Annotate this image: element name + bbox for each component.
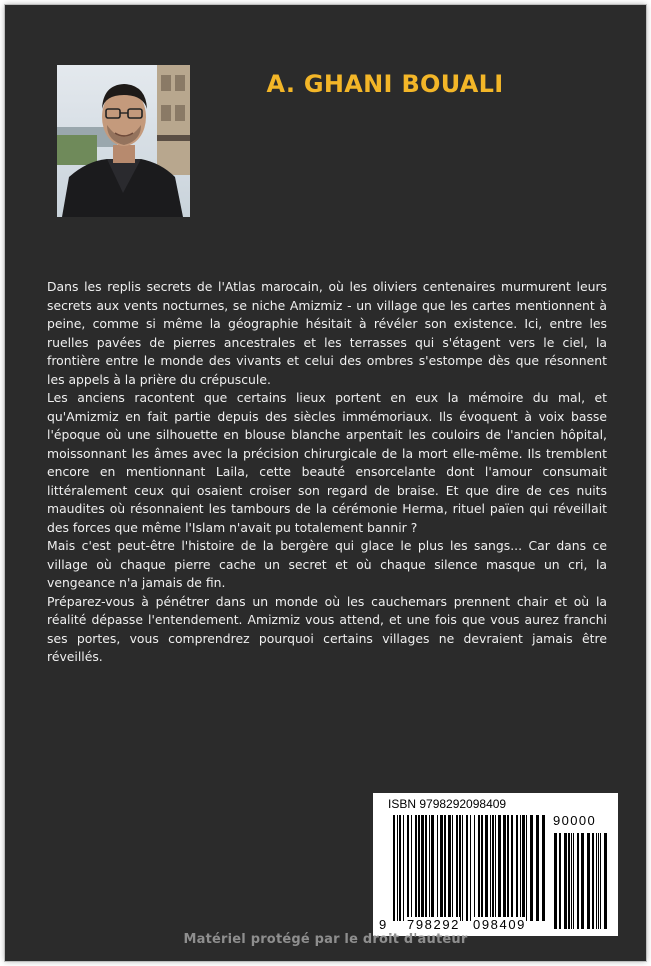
isbn-barcode-box <box>373 793 618 936</box>
barcode-right-digits: 098409 <box>473 917 526 932</box>
barcode-first-digit: 9 <box>379 917 388 932</box>
copyright-watermark-bottom: Matériel protégé par le droit d'auteur <box>183 932 468 947</box>
blurb-paragraph: Préparez-vous à pénétrer dans un monde où les cauchemars prennent chair et où la réalité dépasse l'entendement. Amizmiz vous attend, et une fois que vous aurez franchi ses portes, vous comprendrez pourquoi certains villages ne devraient jamais être réveillés. <box>47 593 607 664</box>
back-cover-blurb <box>47 278 607 667</box>
blurb-paragraph: Les anciens racontent que certains lieux portent en eux la mémoire du mal, et qu'Amizmiz en fait partie depuis des siècles immémoriaux. Ils évoquent à voix basse l'époque où une silhouette en blouse blanche arpentait les couloirs de l'ancien hôpital, moissonnant les âmes avec la précision chirurgicale de la mort elle-même. Ils tremblent encore en mentionnant Laila, cette beauté ensorcelante dont l'amour consumait littéralement ceux qui osaient croiser son regard de braise. Et que dire de ces nuits maudites où résonnaient les tambours de la cérémonie Herma, rituel païen qui réveillait des forces que même l'Islam n'avait pu totalement bannir ? <box>47 390 607 535</box>
barcode-addon-digits: 90000 <box>553 813 597 828</box>
blurb-paragraph: Dans les replis secrets de l'Atlas marocain, où les oliviers centenaires murmurent leurs secrets aux vents nocturnes, se niche Amizmiz - un village que les cartes mentionnent à peine, comme si même la géographie hésitait à révéler son existence. Ici, entre les ruelles pavées de pierres ancestrales et les terrasses qui s'étagent vers le ciel, la frontière entre le monde des vivants et celui des ombres s'estompe dès que résonnent les appels à la prière du crépuscule. <box>47 279 607 387</box>
author-portrait-icon <box>57 65 190 217</box>
blurb-paragraph: Mais c'est peut-être l'histoire de la bergère qui glace le plus les sangs... Car dans ce village où chaque pierre cache un secret et où chaque silence masque un cri, la vengeance n'a jamais de fin. <box>47 538 607 590</box>
author-photo <box>57 65 190 217</box>
author-name: A. GHANI BOUALI <box>266 70 504 98</box>
barcode-left-digits: 798292 <box>407 917 460 932</box>
isbn-label: ISBN 9798292098409 <box>388 797 507 811</box>
